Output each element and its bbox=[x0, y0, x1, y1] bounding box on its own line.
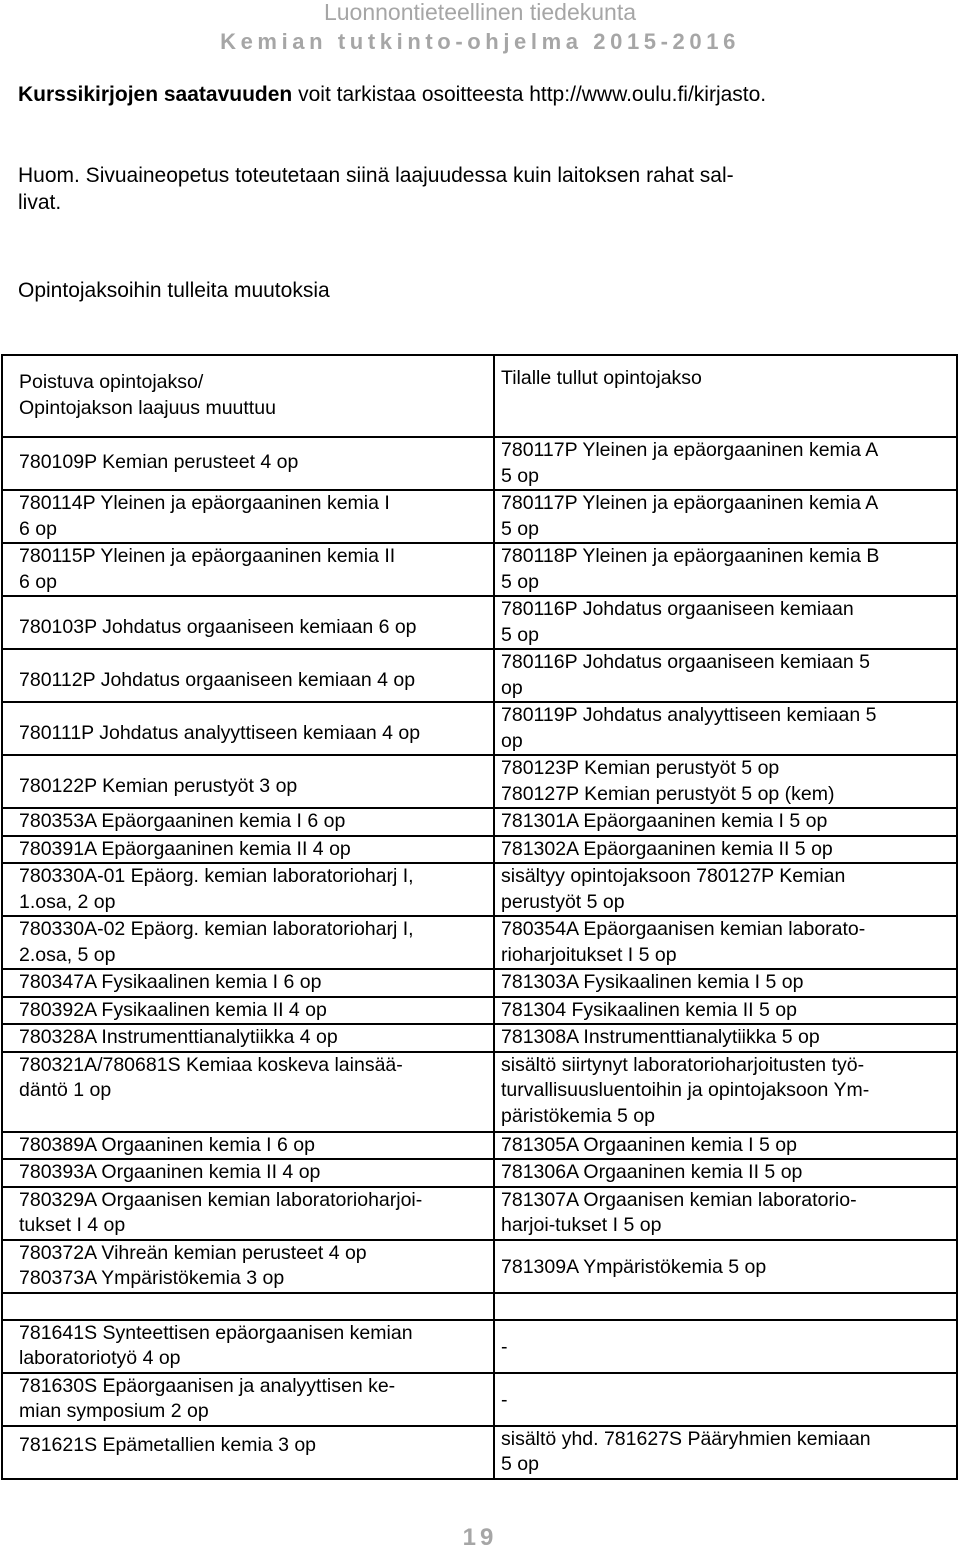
removed-course-cell bbox=[2, 1187, 494, 1240]
cell-line: 6 op bbox=[19, 570, 57, 593]
cell-line: 780391A Epäorgaaninen kemia II 4 op bbox=[19, 837, 351, 860]
cell-line: däntö 1 op bbox=[19, 1079, 112, 1101]
table-row bbox=[2, 1426, 957, 1479]
cell-line: 781630S Epäorgaanisen ja analyyttisen ke- bbox=[19, 1374, 396, 1397]
removed-course-cell bbox=[2, 1024, 494, 1052]
minor-note bbox=[18, 162, 948, 216]
cell-line: 780111P Johdatus analyyttiseen kemiaan 4 op bbox=[19, 722, 421, 744]
cell-line: - bbox=[501, 1335, 508, 1358]
cell-line: 781621S Epämetallien kemia 3 op bbox=[19, 1433, 317, 1456]
replacement-course-cell bbox=[494, 1293, 957, 1320]
removed-course-cell bbox=[2, 649, 494, 702]
cell-line: 780353A Epäorgaaninen kemia I 6 op bbox=[19, 810, 346, 832]
cell-line: 780373A Ympäristökemia 3 op bbox=[19, 1267, 285, 1289]
cell-line: 780127P Kemian perustyöt 5 op (kem) bbox=[501, 782, 835, 805]
replacement-course-cell bbox=[494, 1240, 957, 1293]
replacement-course-cell bbox=[494, 1426, 957, 1479]
page-header bbox=[0, 0, 960, 55]
table-row bbox=[2, 1240, 957, 1293]
page-number: 19 bbox=[462, 1524, 498, 1551]
cell-line: 780114P Yleinen ja epäorgaaninen kemia I bbox=[19, 492, 390, 514]
table-row bbox=[2, 702, 957, 755]
removed-course-cell bbox=[2, 997, 494, 1025]
removed-course-cell bbox=[2, 490, 494, 543]
table-row bbox=[2, 755, 957, 808]
table-row bbox=[2, 1024, 957, 1052]
cell-line: 781309A Ympäristökemia 5 op bbox=[501, 1255, 767, 1278]
removed-course-cell bbox=[2, 1159, 494, 1187]
cell-line: 780112P Johdatus orgaaniseen kemiaan 4 op bbox=[19, 669, 416, 691]
table-row bbox=[2, 836, 957, 864]
removed-course-cell bbox=[2, 1132, 494, 1160]
cell-line: 780330A-01 Epäorg. kemian laboratorioharj I, bbox=[19, 865, 414, 887]
cell-line: Tilalle tullut opintojakso bbox=[501, 367, 702, 389]
table-row bbox=[2, 1373, 957, 1426]
replacement-course-cell bbox=[494, 1052, 957, 1132]
cell-line: 780389A Orgaaninen kemia I 6 op bbox=[19, 1133, 315, 1156]
cell-line: 5 op bbox=[501, 517, 539, 540]
cell-line: 780117P Yleinen ja epäorgaaninen kemia A bbox=[501, 492, 879, 514]
books-note-bold: Kurssikirjojen saatavuuden bbox=[18, 83, 293, 106]
books-note bbox=[18, 81, 948, 108]
removed-course-cell bbox=[2, 543, 494, 596]
cell-line: rioharjoitukset I 5 op bbox=[501, 943, 677, 966]
replacement-course-cell bbox=[494, 1024, 957, 1052]
removed-course-cell bbox=[2, 1293, 494, 1320]
replacement-course-cell bbox=[494, 649, 957, 702]
removed-course-cell bbox=[2, 596, 494, 649]
table-row bbox=[2, 1159, 957, 1187]
cell-line: 780119P Johdatus analyyttiseen kemiaan 5 bbox=[501, 704, 877, 726]
cell-line: op bbox=[501, 676, 523, 699]
cell-line: 780329A Orgaanisen kemian laboratorioharjoi- bbox=[19, 1188, 423, 1211]
replacement-course-cell bbox=[494, 916, 957, 969]
table-row bbox=[2, 863, 957, 916]
cell-line: 780103P Johdatus orgaaniseen kemiaan 6 op bbox=[19, 616, 417, 638]
cell-line: mian symposium 2 op bbox=[19, 1400, 209, 1422]
cell-line: 780118P Yleinen ja epäorgaaninen kemia B bbox=[501, 545, 880, 567]
header-replacement-course bbox=[494, 355, 957, 437]
removed-course-cell bbox=[2, 1426, 494, 1479]
course-changes-table bbox=[1, 354, 958, 1480]
cell-line: 780393A Orgaaninen kemia II 4 op bbox=[19, 1161, 321, 1183]
replacement-course-cell bbox=[494, 1159, 957, 1187]
table-row bbox=[2, 1293, 957, 1320]
replacement-course-cell bbox=[494, 863, 957, 916]
faculty-name: Luonnontieteellinen tiedekunta bbox=[323, 0, 637, 25]
table-row bbox=[2, 649, 957, 702]
cell-line: 781308A Instrumenttianalytiikka 5 op bbox=[501, 1026, 820, 1048]
replacement-course-cell bbox=[494, 596, 957, 649]
cell-line: Opintojakson laajuus muuttuu bbox=[19, 396, 276, 419]
removed-course-cell bbox=[2, 916, 494, 969]
cell-line: tukset I 4 op bbox=[19, 1214, 126, 1236]
removed-course-cell bbox=[2, 863, 494, 916]
table-row bbox=[2, 1132, 957, 1160]
replacement-course-cell bbox=[494, 808, 957, 836]
table-row bbox=[2, 969, 957, 997]
cell-line: 781304 Fysikaalinen kemia II 5 op bbox=[501, 998, 797, 1021]
removed-course-cell bbox=[2, 702, 494, 755]
minor-note-line2: livat. bbox=[18, 191, 62, 214]
table-row bbox=[2, 1052, 957, 1132]
removed-course-cell bbox=[2, 836, 494, 864]
removed-course-cell bbox=[2, 1052, 494, 1132]
removed-course-cell bbox=[2, 1373, 494, 1426]
replacement-course-cell bbox=[494, 490, 957, 543]
cell-line: 781301A Epäorgaaninen kemia I 5 op bbox=[501, 810, 828, 832]
cell-line: sisältö siirtynyt laboratorioharjoitusten työ- bbox=[501, 1053, 865, 1076]
cell-line: 780392A Fysikaalinen kemia II 4 op bbox=[19, 998, 327, 1021]
replacement-course-cell bbox=[494, 1320, 957, 1373]
table-row bbox=[2, 1187, 957, 1240]
replacement-course-cell bbox=[494, 755, 957, 808]
cell-line: 781303A Fysikaalinen kemia I 5 op bbox=[501, 971, 804, 993]
header-removed-course bbox=[2, 355, 494, 437]
table-header-row bbox=[2, 355, 957, 437]
cell-line: 5 op bbox=[501, 1453, 539, 1475]
cell-line: 780122P Kemian perustyöt 3 op bbox=[19, 775, 298, 797]
replacement-course-cell bbox=[494, 1132, 957, 1160]
replacement-course-cell bbox=[494, 702, 957, 755]
cell-line: 781641S Synteettisen epäorgaanisen kemian bbox=[19, 1321, 413, 1344]
programme-name: Kemian tutkinto-ohjelma 2015-2016 bbox=[220, 29, 740, 54]
cell-line: 5 op bbox=[501, 570, 539, 593]
cell-line: sisältyy opintojaksoon 780127P Kemian bbox=[501, 865, 846, 887]
cell-line: 780354A Epäorgaanisen kemian laborato- bbox=[501, 918, 866, 940]
cell-line: 780330A-02 Epäorg. kemian laboratorioharj I, bbox=[19, 918, 414, 940]
cell-line: 780123P Kemian perustyöt 5 op bbox=[501, 757, 780, 779]
replacement-course-cell bbox=[494, 969, 957, 997]
cell-line: 5 op bbox=[501, 623, 539, 646]
cell-line: 780347A Fysikaalinen kemia I 6 op bbox=[19, 971, 322, 993]
minor-note-line1: Huom. Sivuaineopetus toteutetaan siinä laajuudessa kuin laitoksen rahat sal- bbox=[18, 164, 734, 187]
removed-course-cell bbox=[2, 755, 494, 808]
cell-line: 781302A Epäorgaaninen kemia II 5 op bbox=[501, 837, 833, 860]
table-row bbox=[2, 543, 957, 596]
removed-course-cell bbox=[2, 1320, 494, 1373]
cell-line: 5 op bbox=[501, 464, 539, 487]
table-row bbox=[2, 916, 957, 969]
table-row bbox=[2, 437, 957, 490]
cell-line: 780117P Yleinen ja epäorgaaninen kemia A bbox=[501, 439, 879, 461]
table-row bbox=[2, 490, 957, 543]
section-title: Opintojaksoihin tulleita muutoksia bbox=[18, 279, 330, 302]
replacement-course-cell bbox=[494, 836, 957, 864]
cell-line: 6 op bbox=[19, 517, 57, 540]
cell-line: harjoi-tukset I 5 op bbox=[501, 1214, 662, 1236]
cell-line: päristökemia 5 op bbox=[501, 1104, 655, 1127]
cell-line: 780321A/780681S Kemiaa koskeva lainsää- bbox=[19, 1053, 403, 1076]
removed-course-cell bbox=[2, 437, 494, 490]
cell-line: 780115P Yleinen ja epäorgaaninen kemia II bbox=[19, 545, 396, 567]
cell-line: 781305A Orgaaninen kemia I 5 op bbox=[501, 1133, 797, 1156]
cell-line: sisältö yhd. 781627S Pääryhmien kemiaan bbox=[501, 1427, 871, 1450]
cell-line: 781306A Orgaaninen kemia II 5 op bbox=[501, 1161, 803, 1183]
books-note-rest: voit tarkistaa osoitteesta http://www.oulu.fi/kirjasto. bbox=[292, 83, 767, 106]
cell-line: 780116P Johdatus orgaaniseen kemiaan bbox=[501, 598, 854, 620]
replacement-course-cell bbox=[494, 997, 957, 1025]
removed-course-cell bbox=[2, 808, 494, 836]
replacement-course-cell bbox=[494, 1373, 957, 1426]
table-row bbox=[2, 997, 957, 1025]
cell-line: op bbox=[501, 729, 523, 752]
cell-line: 2.osa, 5 op bbox=[19, 943, 116, 966]
cell-line: 780372A Vihreän kemian perusteet 4 op bbox=[19, 1241, 367, 1264]
cell-line: Poistuva opintojakso/ bbox=[19, 371, 204, 393]
cell-line: 1.osa, 2 op bbox=[19, 890, 116, 913]
table-row bbox=[2, 596, 957, 649]
cell-line: laboratoriotyö 4 op bbox=[19, 1347, 181, 1369]
cell-line: 781307A Orgaanisen kemian laboratorio- bbox=[501, 1188, 857, 1211]
cell-line: turvallisuusluentoihin ja opintojaksoon Ym- bbox=[501, 1079, 870, 1101]
replacement-course-cell bbox=[494, 437, 957, 490]
cell-line: - bbox=[501, 1388, 508, 1411]
cell-line: perustyöt 5 op bbox=[501, 890, 625, 913]
table-row bbox=[2, 1320, 957, 1373]
replacement-course-cell bbox=[494, 1187, 957, 1240]
removed-course-cell bbox=[2, 1240, 494, 1293]
cell-line: 780109P Kemian perusteet 4 op bbox=[19, 451, 299, 473]
cell-line: 780328A Instrumenttianalytiikka 4 op bbox=[19, 1026, 338, 1048]
replacement-course-cell bbox=[494, 543, 957, 596]
table-row bbox=[2, 808, 957, 836]
removed-course-cell bbox=[2, 969, 494, 997]
cell-line: 780116P Johdatus orgaaniseen kemiaan 5 bbox=[501, 651, 870, 673]
